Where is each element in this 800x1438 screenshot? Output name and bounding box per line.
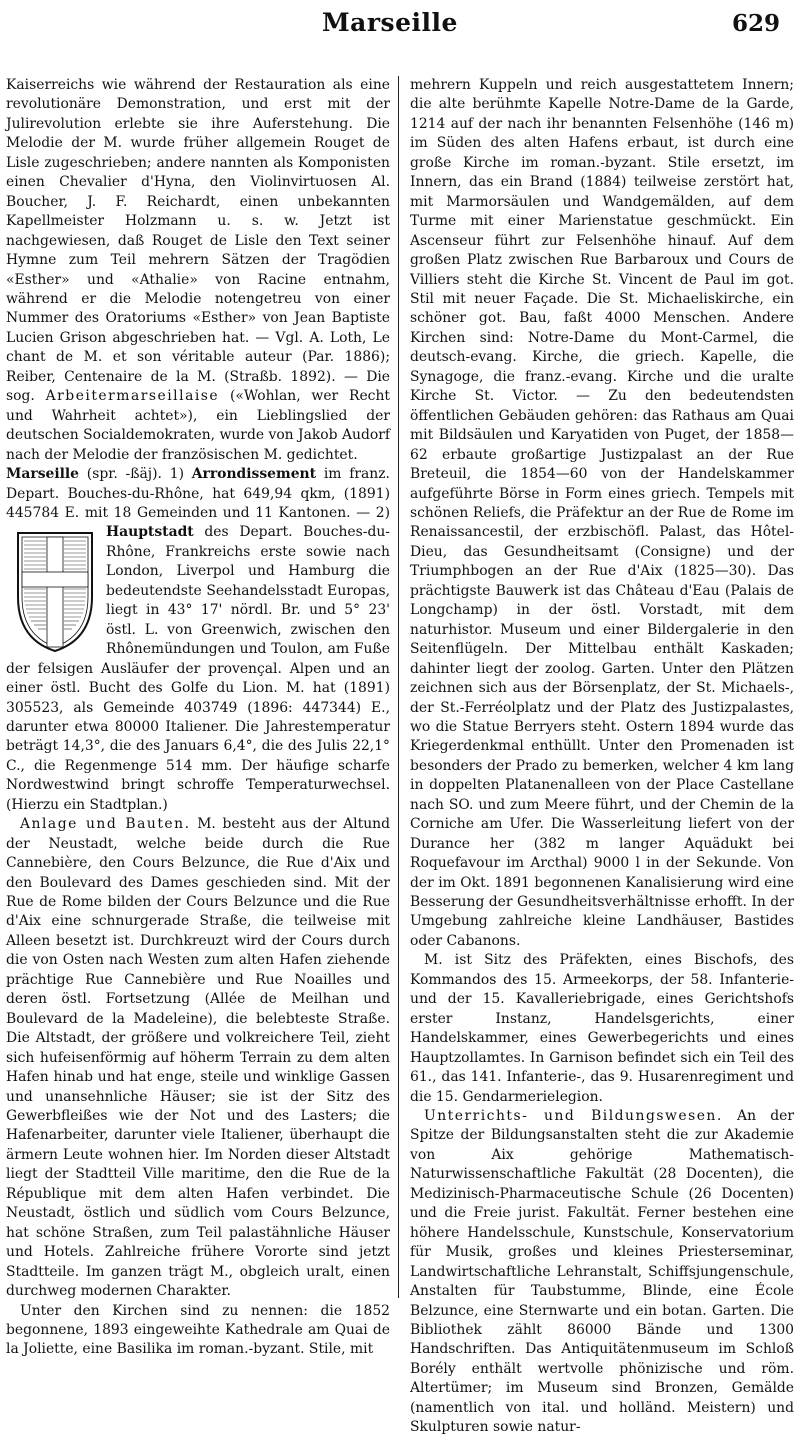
page-number: 629 [731,10,780,37]
arbeitermarseillaise-term: Arbeitermarseillaise [45,388,220,405]
right-column [410,76,794,1438]
bildung-text: An der Spitze der Bildungsanstalten steht die zur Akademie von Aix gehörige Mathematisch-Naturwissenschaftliche Fakultät (28 Docenten), die Medizinisch-Pharmaceutische Schule (26 Docenten) und die Freie jurist. Fakultät. Ferner bestehen eine höhere Handelsschule, Kunstschule, Konservatorium für Musik, großes und kleines Priesterseminar, Landwirtschaftliche Lehranstalt, Schiffsjungenschule, Anstalten für Taubstumme, Blinde, eine École Belzunce, eine Sternwarte und ein botan. Garten. Die Bibliothek zählt 86000 Bände und 1300 Handschriften. Das Antiquitätenmuseum im Schloß Borély enthält wertvolle phönizische und röm. Altertümer; im Museum sind Bronzen, Gemälde (namentlich von ital. und holländ. Meistern) und Skulpturen sowie natur- [410,1108,794,1436]
marseille-coat-of-arms-icon [14,527,96,655]
hauptstadt-lead: Hauptstadt [106,524,194,541]
kirchen-text: Unter den Kirchen sind zu nennen: die 1852 begonnene, 1893 eingeweihte Kathedrale am Quai de la Joliette, eine Basilika im roman.-byzant. Stile, mit [6,1302,390,1358]
left-column [6,76,390,1360]
running-title: Marseille [322,8,458,37]
arrondissement-term: Arrondissement [191,466,317,483]
column-divider [398,76,399,1298]
arrondissement-text: im franz. Depart. Bouches-du-Rhône, hat 649,94 qkm, (1891) 445784 E. mit 18 Gemeinden und 11 Kantonen. — 2) [6,466,390,521]
page-header [0,0,800,48]
bauten-text: mehrern Kuppeln und reich ausgestattetem Innern; die alte berühmte Kapelle Notre-Dame de la Garde, 1214 auf der nach ihr benannten Felsenhöhe (146 m) im Süden des alten Hafens erbaut, ist durch eine große Kirche im roman.-byzant. Stile ersetzt, im Innern, das ein Brand (1884) teilweise zerstört hat, mit Marmorsäulen und Wandgemälden, auf dem Turme mit einer Marienstatue geschmückt. Ein Ascenseur führt zur Felsenhöhe hinauf. Auf dem großen Platz zwischen Rue Barbaroux und Cours de Villiers steht die Kirche St. Vincent de Paul im got. Stil mit neuer Façade. Die St. Michaeliskirche, ein schöner got. Bau, faßt 4000 Menschen. Andere Kirchen sind: Notre-Dame du Mont-Carmel, die deutsch-evang. Kirche, die griech. Kapelle, die Synagoge, die franz.-evang. Kirche und die uralte Kirche St. Victor. — Zu den bedeutendsten öffentlichen Gebäuden gehören: das Rathaus am Quai mit Bildsäulen und Karyatiden von Puget, der 1858—62 erbaute großartige Justizpalast an der Rue Breteuil, die 1854—60 von der Handelskammer aufgeführte Börse in Form eines griech. Tempels mit schönen Reliefs, die Präfektur an der Rue de Rome im Renaissancestil, der erzbischöfl. Palast, das Hôtel-Dieu, das Gesundheitsamt (Consigne) und der Triumphbogen an der Rue d'Aix (1825—30). Das prächtigste Bauwerk ist das Château d'Eau (Palais de Longchamp) in der östl. Vorstadt, mit dem naturhistor. Museum und einer Bildergalerie in den Seitenflügeln. Der Mittelbau enthält Kaskaden; dahinter liegt der zoolog. Garten. Unter den Plätzen zeichnen sich aus der Börsenplatz, der St. Michaels-, der St.-Ferréolplatz und der Platz des Justizpalastes, wo die Statue Berryers steht. Ostern 1894 wurde das Kriegerdenkmal enthüllt. Unter den Promenaden ist besonders der Prado zu bemerken, welcher 4 km lang in doppelten Platanenalleen von der Place Castellane nach SO. und zum Meere führt, und der Chemin de la Corniche am Ufer. Die Wasserleitung liefert von der Durance her (382 m langer Aquädukt bei Roquefavour im Arcthal) 9000 l in der Sekunde. Von der im Okt. 1891 begonnenen Kanalisierung wird eine Besserung der Gesundheitsverhältnisse erhofft. In der Umgebung zahlreiche kleine Landhäuser, Bastides oder Cabanons. [410,77,794,949]
verwaltung-paragraph [410,951,794,1107]
entry-pronunciation: (spr. -ßäj). 1) [79,466,192,483]
anlage-text: M. besteht aus der Altund der Neustadt, welche beide durch die Rue Cannebière, den Cours Belzunce, die Rue d'Aix und den Boulevard des Dames geschieden sind. Mit der Rue de Rome bilden der Cours Belzunce und die Rue d'Aix eine schnurgerade Straße, die teilweise mit Alleen besetzt ist. Durchkreuzt wird der Cours durch die von Osten nach Westen zum alten Hafen ziehende prächtige Rue Cannebière und Rue Noailles und deren östl. Fortsetzung (Allée de Meilhan und Boulevard de la Madeleine), die belebteste Straße. Die Altstadt, der größere und volkreichere Teil, zieht sich hufeisenförmig auf höherm Terrain zu dem alten Hafen hinab und hat enge, steile und winklige Gassen und unansehnliche Häuser; sie ist der Sitz des Gewerbfleißes wie der Not und des Lasters; die Hafenarbeiter, darunter viele Italiener, überhaupt die ärmern Leute wohnen hier. Im Norden dieser Altstadt liegt der Stadtteil Ville maritime, den die Rue de la République mit dem alten Hafen verbindet. Die Neustadt, östlich und südlich vom Cours Belzunce, hat schöne Straßen, zum Teil palastähnliche Häuser und Hotels. Zahlreiche frühere Vororte sind jetzt Stadtteile. Im ganzen trägt M., obgleich uralt, einen durchweg modernen Charakter. [6,816,390,1300]
hauptstadt-text: des Depart. Bouches-du-Rhône, Frankreichs erste sowie nach London, Liverpol und Hamburg die bedeutendste Seehandelsstadt Europas, liegt in 43° 17' nördl. Br. und 5° 23' östl. L. von Greenwich, zwischen den Rhônemündungen und Toulon, am Fuße der felsigen Ausläufer der provençal. Alpen und an einer östl. Bucht des Golfe du Lion. M. hat (1891) 305523, als Gemeinde 403749 (1896: 447344) E., darunter etwa 80000 Italiener. Die Jahrestemperatur beträgt 14,3°, die des Januars 6,4°, die des Julis 22,1° C., die Regenmenge 514 mm. Der häufige scharfe Nordwestwind bringt schroffe Temperaturwechsel. (Hierzu ein Stadtplan.) [6,524,390,813]
bildung-heading: Unterrichts- und Bildungswesen. [424,1108,723,1125]
anlage-heading: Anlage und Bauten. [20,816,191,833]
entry-headword: Marseille [6,466,80,483]
bildung-paragraph [410,1107,794,1438]
marseillaise-text: Kaiserreichs wie während der Restauration als eine revolutionäre Demonstration, und erst mit der Julirevolution erlebte sie ihre Auferstehung. Die Melodie der M. wurde früher allgemein Rouget de Lisle zugeschrieben; andere nannten als Komponisten einen Chevalier d'Hyna, den Violinvirtuosen Al. Boucher, J. F. Reichardt, einen unbekannten Kapellmeister Holzmann u. s. w. Jetzt ist nachgewiesen, daß Rouget de Lisle den Text seiner Hymne zum Teil mehrern Sätzen der Tragödien «Esther» und «Athalie» von Racine entnahm, während er die Melodie notengetreu von einer Nummer des Oratoriums «Esther» von Jean Baptiste Lucien Grison abgeschrieben hat. — Vgl. A. Loth, Le chant de M. et son véritable auteur (Par. 1886); Reiber, Centenaire de la M. (Straßb. 1892). — Die sog. [6,77,390,405]
bauten-paragraph [410,76,794,951]
marseille-entry-paragraph [6,465,390,815]
marseillaise-text-end: («Wohlan, wer Recht und Wahrheit achtet»), ein Lieblingslied der deutschen Socialdemokraten, wurde von Jakob Audorf nach der Melodie der französischen M. gedichtet. [6,388,390,463]
marseillaise-paragraph [6,76,390,465]
anlage-paragraph [6,815,390,1301]
kirchen-paragraph [6,1302,390,1360]
verwaltung-text: M. ist Sitz des Präfekten, eines Bischofs, des Kommandos des 15. Armeekorps, der 58. Infanterie- und der 15. Kavalleriebrigade, eines Gerichtshofs erster Instanz, Handelsgerichts, einer Handelskammer, eines Gewerbegerichts und eines Hauptzollamtes. In Garnison befindet sich ein Teil des 61., das 141. Infanterie-, das 9. Husarenregiment und die 15. Gendarmerielegion. [410,952,794,1105]
